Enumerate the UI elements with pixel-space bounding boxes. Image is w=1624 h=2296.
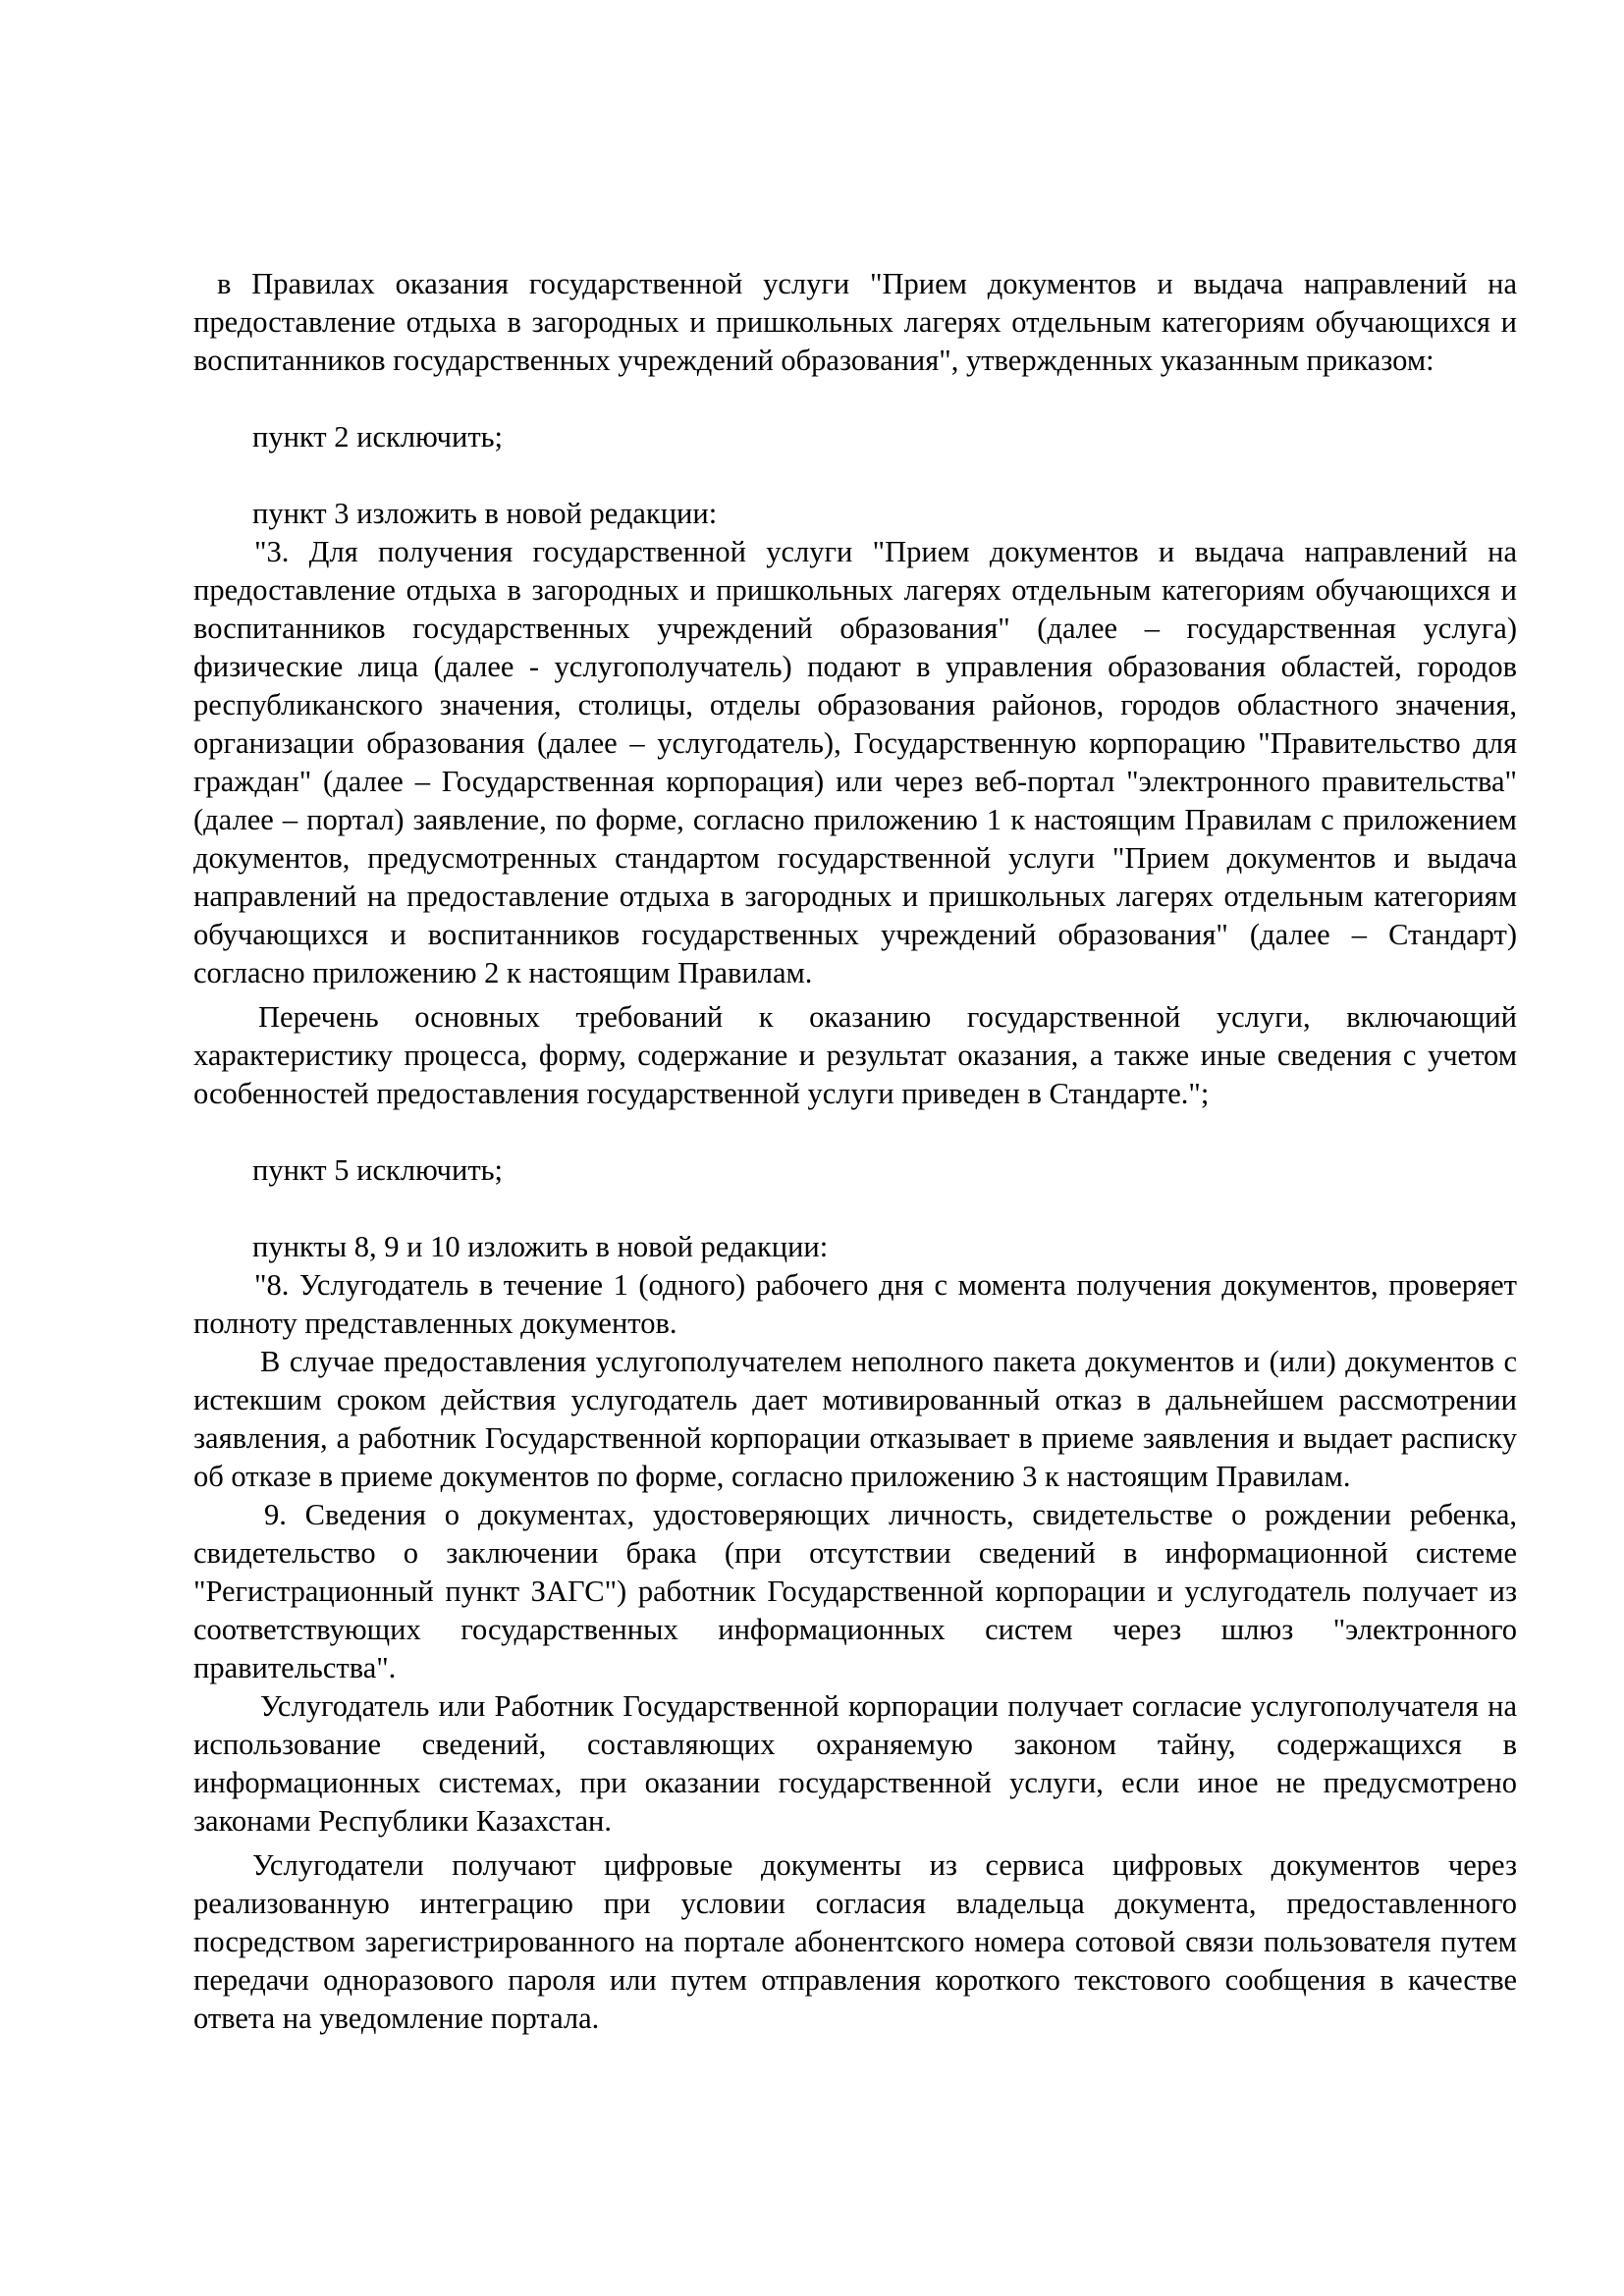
document-body: [193, 265, 1517, 2038]
paragraph-8-refusal: В случае предоставления услугополучателем неполного пакета документов и (или) документов с истекшим сроком действия услугодатель дает мотивированный отказ в дальнейшем рассмотрении заявления, а работник Государственной корпорации отказывает в приеме заявления и выдает расписку об отказе в приеме документов по форме, согласно приложению 3 к настоящим Правилам.: [193, 1345, 1517, 1493]
paragraph-9-text: 9. Сведения о документах, удостоверяющих личность, свидетельстве о рождении ребенка, свидетельство о заключении брака (при отсутствии сведений в информационной системе "Регистрационный пункт ЗАГС") работник Государственной корпорации и услугодатель получает из соответствующих государственных информационных систем через шлюз "электронного правительства".: [193, 1498, 1517, 1684]
spacer: [193, 456, 1517, 495]
items-8-10-heading: пункты 8, 9 и 10 изложить в новой редакции:: [252, 1230, 829, 1263]
spacer: [193, 1113, 1517, 1151]
item-3-heading: пункт 3 изложить в новой редакции:: [252, 497, 718, 530]
paragraph-9-digital-documents: Услугодатели получают цифровые документы из сервиса цифровых документов через реализованную интеграцию при условии согласия владельца документа, предоставленного посредством зарегистрированного на портале абонентского номера сотовой связи пользователя путем передачи одноразового пароля или путем отправления короткого текстового сообщения в качестве ответа на уведомление портала.: [193, 1848, 1517, 2035]
spacer: [193, 380, 1517, 418]
intro-paragraph: в Правилах оказания государственной услуги "Прием документов и выдача направлений на предоставление отдыха в загородных и пришкольных лагерях отдельным категориям обучающихся и воспитанников государственных учреждений образования", утвержденных указанным приказом:: [193, 267, 1517, 377]
item-5-excluded: пункт 5 исключить;: [252, 1153, 504, 1187]
paragraph-9-consent: Услугодатель или Работник Государственной корпорации получает согласие услугополучателя на использование сведений, составляющих охраняемую законом тайну, содержащихся в информационных системах, при оказании государственной услуги, если иное не предусмотрено законами Республики Казахстан.: [193, 1689, 1517, 1838]
paragraph-8-text: "8. Услугодатель в течение 1 (одного) рабочего дня с момента получения документов, проверяет полноту представленных документов.: [193, 1268, 1517, 1340]
spacer: [193, 1190, 1517, 1228]
item-2-excluded: пункт 2 исключить;: [252, 420, 504, 454]
paragraph-3-requirements: Перечень основных требований к оказанию государственной услуги, включающий характеристику процесса, форму, содержание и результат оказания, а также иные сведения с учетом особенностей предоставления государственной услуги приведен в Стандарте.";: [193, 1000, 1517, 1110]
paragraph-3-text: "3. Для получения государственной услуги "Прием документов и выдача направлений на предоставление отдыха в загородных и пришкольных лагерях отдельным категориям обучающихся и воспитанников государственных учреждений образования" (далее – государственная услуга) физические лица (далее - услугополучатель) подают в управления образования областей, городов республиканского значения, столицы, отделы образования районов, городов областного значения, организации образования (далее – услугодатель), Государственную корпорацию "Правительство для граждан" (далее – Государственная корпорация) или через веб-портал "электронного правительства" (далее – портал) заявление, по форме, согласно приложению 1 к настоящим Правилам с приложением документов, предусмотренных стандартом государственной услуги "Прием документов и выдача направлений на предоставление отдыха в загородных и пришкольных лагерях отдельным категориям обучающихся и воспитанников государственных учреждений образования" (далее – Стандарт) согласно приложению 2 к настоящим Правилам.: [193, 535, 1517, 989]
